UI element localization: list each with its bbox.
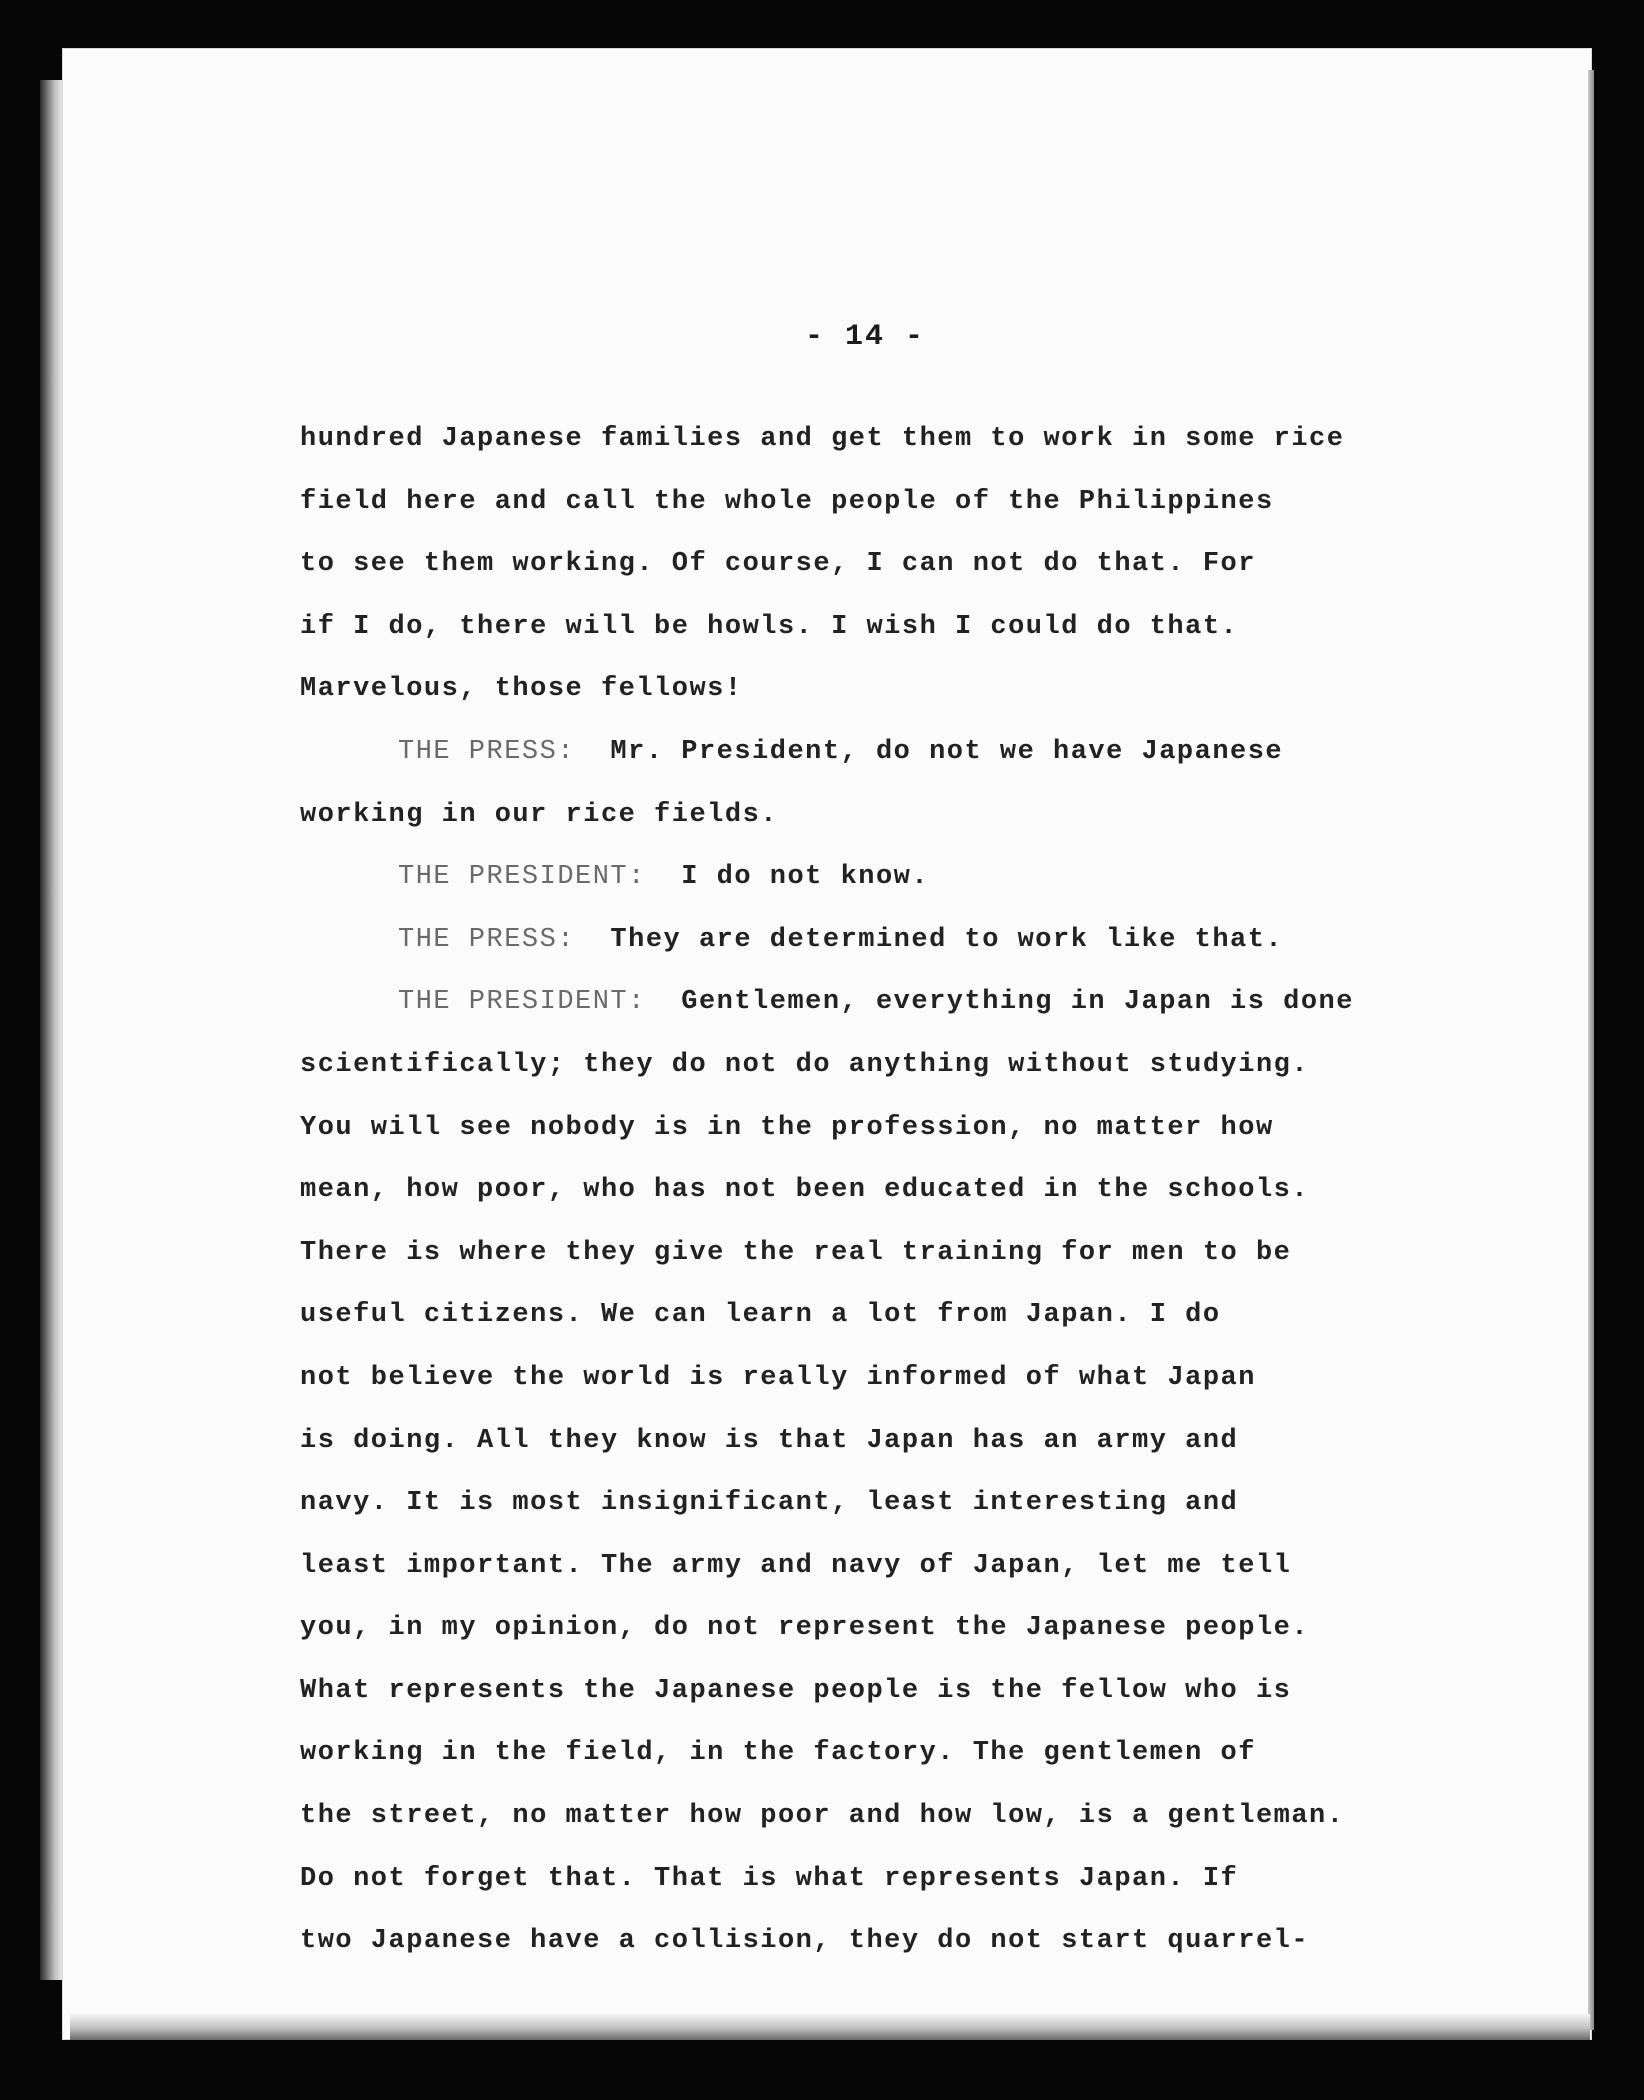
line-text: Mr. President, do not we have Japanese bbox=[575, 736, 1284, 767]
text-line bbox=[300, 1222, 1440, 1285]
line-text: navy. It is most insignificant, least interesting and bbox=[300, 1488, 1239, 1519]
line-text: I do not know. bbox=[645, 862, 930, 893]
text-line bbox=[300, 1910, 1440, 1973]
text-line bbox=[300, 1785, 1440, 1848]
line-text: Marvelous, those fellows! bbox=[300, 674, 743, 705]
speaker-label: THE PRESS: bbox=[398, 736, 576, 767]
text-line bbox=[300, 1347, 1440, 1410]
dialogue-line bbox=[300, 721, 1440, 784]
line-text: They are determined to work like that. bbox=[575, 924, 1284, 955]
line-text: There is where they give the real training for men to be bbox=[300, 1237, 1292, 1268]
speaker-label: THE PRESIDENT: bbox=[398, 862, 646, 893]
line-text: the street, no matter how poor and how low, is a gentleman. bbox=[300, 1801, 1345, 1832]
text-line bbox=[300, 658, 1440, 721]
line-text: mean, how poor, who has not been educated in the schools. bbox=[300, 1175, 1310, 1206]
text-line bbox=[300, 1848, 1440, 1911]
line-text: not believe the world is really informed of what Japan bbox=[300, 1362, 1256, 1393]
line-text: to see them working. Of course, I can not do that. For bbox=[300, 549, 1256, 580]
line-text: you, in my opinion, do not represent the Japanese people. bbox=[300, 1613, 1310, 1644]
line-text: working in our rice fields. bbox=[300, 799, 778, 830]
text-line bbox=[300, 1284, 1440, 1347]
text-line bbox=[300, 1535, 1440, 1598]
line-text: if I do, there will be howls. I wish I could do that. bbox=[300, 611, 1239, 642]
line-text: is doing. All they know is that Japan has an army and bbox=[300, 1425, 1239, 1456]
line-text: field here and call the whole people of the Philippines bbox=[300, 486, 1274, 517]
line-text: least important. The army and navy of Japan, let me tell bbox=[300, 1550, 1292, 1581]
text-line bbox=[300, 1472, 1440, 1535]
line-text: Do not forget that. That is what represents Japan. If bbox=[300, 1863, 1239, 1894]
text-line bbox=[300, 533, 1440, 596]
speaker-label: THE PRESIDENT: bbox=[398, 987, 646, 1018]
text-line bbox=[300, 1410, 1440, 1473]
transcript-body bbox=[300, 408, 1440, 1973]
text-line bbox=[300, 1097, 1440, 1160]
paper-bottom-edge bbox=[70, 2014, 1590, 2040]
text-line bbox=[300, 471, 1440, 534]
text-line bbox=[300, 1660, 1440, 1723]
text-line bbox=[300, 1034, 1440, 1097]
line-text: hundred Japanese families and get them to work in some rice bbox=[300, 424, 1345, 454]
dialogue-line bbox=[300, 846, 1440, 909]
line-text: You will see nobody is in the profession, no matter how bbox=[300, 1112, 1274, 1143]
line-text: Gentlemen, everything in Japan is done bbox=[645, 987, 1354, 1018]
text-line bbox=[300, 784, 1440, 847]
line-text: useful citizens. We can learn a lot from Japan. I do bbox=[300, 1300, 1221, 1331]
line-text: two Japanese have a collision, they do not start quarrel- bbox=[300, 1926, 1310, 1957]
line-text: working in the field, in the factory. The gentlemen of bbox=[300, 1738, 1256, 1769]
text-line bbox=[300, 1159, 1440, 1222]
dialogue-line bbox=[300, 909, 1440, 972]
line-text: What represents the Japanese people is the fellow who is bbox=[300, 1675, 1292, 1706]
paper-left-edge bbox=[40, 80, 64, 1980]
text-line bbox=[300, 1597, 1440, 1660]
line-text: scientifically; they do not do anything without studying. bbox=[300, 1049, 1310, 1080]
paper-right-edge bbox=[1588, 70, 1594, 2030]
speaker-label: THE PRESS: bbox=[398, 924, 576, 955]
text-line bbox=[300, 408, 1440, 471]
text-line bbox=[300, 596, 1440, 659]
text-line bbox=[300, 1722, 1440, 1785]
dialogue-line bbox=[300, 971, 1440, 1034]
page-number: - 14 - bbox=[804, 320, 926, 354]
